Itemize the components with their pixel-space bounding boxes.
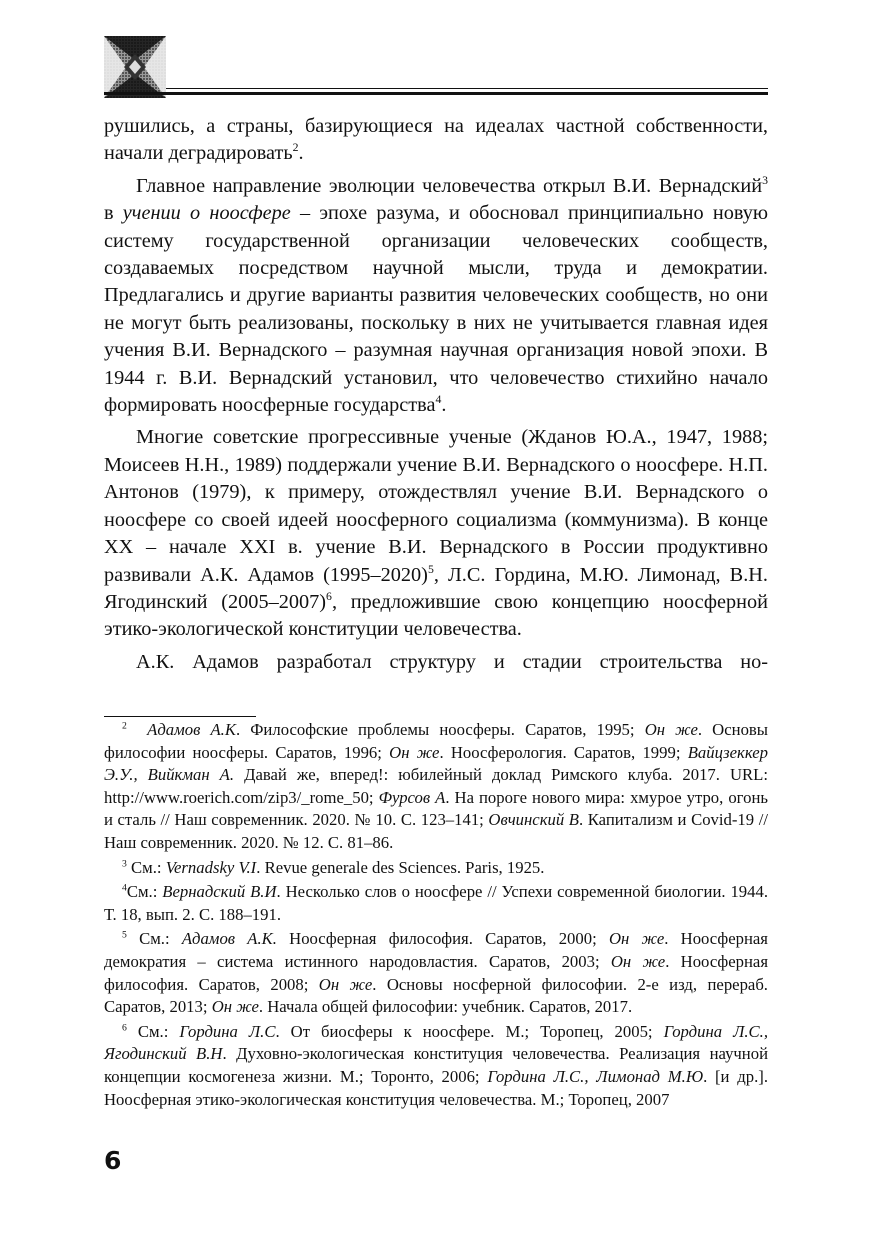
text-run: , Л.С. Гордина, М.Ю. Лимонад, В.Н. Ягодинский (2005–2007) bbox=[104, 563, 768, 613]
footnote-number: 5 bbox=[122, 929, 127, 941]
text-run: Главное направление эволюции человечества открыл В.И. Вернадский bbox=[136, 174, 763, 197]
paragraph-2 bbox=[104, 173, 768, 420]
paragraph-4 bbox=[104, 649, 768, 676]
text-run: См.: bbox=[126, 882, 163, 902]
author: Он же bbox=[389, 742, 440, 762]
text-run: Многие советские прогрессивные ученые (Жданов Ю.А., 1947, 1988; Моисеев Н.Н., 1989) поддержали учение В.И. Вернадского о ноосфере. Н.П. Антонов (1979), к примеру, отождествлял учение В.И. Вернадского о ноосфере со своей идеей ноосферного социализма (коммунизма). В конце XX – начале XXI в. учение В.И. Вернадского в России продуктивно развивали А.К. Адамов (1995–2020) bbox=[104, 426, 768, 586]
author: Адамов А.К bbox=[147, 720, 236, 739]
main-text bbox=[104, 113, 768, 676]
text-run: Ноосферная философия. Саратов, 2000; bbox=[276, 929, 609, 949]
footnote-6 bbox=[104, 1021, 768, 1111]
text-run: . Философские проблемы ноосферы. Саратов, 1995; bbox=[235, 720, 645, 739]
author: Он же bbox=[610, 951, 666, 971]
text-run: рушились, а страны, базирующиеся на идеалах частной собственности, начали деградировать bbox=[104, 115, 768, 165]
text-run: . Ноосферная философия. Саратов, 2008; bbox=[104, 951, 768, 994]
author: Адамов А.К. bbox=[181, 929, 277, 949]
text-run: См.: bbox=[126, 1021, 180, 1041]
footnote-ref-3[interactable]: 3 bbox=[762, 174, 768, 188]
author: Гордина Л.С., Ягодинский В.Н bbox=[104, 1021, 769, 1064]
footnote-2 bbox=[104, 719, 768, 855]
text-run: . Ноосферная демократия – система истинного народовластия. Саратов, 2003; bbox=[104, 929, 768, 971]
author: Гордина Л.С., Лимонад М.Ю bbox=[487, 1066, 704, 1086]
text-run: , предложившие свою концепцию ноосферной этико-экологической конституции человечества. bbox=[104, 590, 768, 641]
text-run: См.: bbox=[126, 857, 166, 877]
text-run: . Revue generale des Sciences. Paris, 1925. bbox=[256, 857, 545, 877]
author: Вайцзеккер Э.У., Вийкман А. bbox=[104, 742, 768, 785]
page-number: 6 bbox=[104, 1146, 122, 1175]
header-ornament-icon bbox=[104, 36, 166, 98]
text-run: в bbox=[104, 202, 123, 225]
footnote-number: 4 bbox=[122, 882, 127, 894]
footnote-3 bbox=[104, 857, 768, 880]
text-run: . Основы философии ноосферы. Саратов, 1996; bbox=[104, 720, 769, 762]
footnote-5 bbox=[104, 928, 768, 1018]
text-run: . На пороге нового мира: хмурое утро, огонь и сталь // Наш современник. 2020. № 10. С. 123–141; bbox=[104, 787, 768, 830]
author: Он же bbox=[608, 929, 665, 949]
text-run: А.К. Адамов разработал структуру и стадии строительства но- bbox=[136, 650, 768, 673]
author: Vernadsky V.I bbox=[165, 857, 257, 877]
text-run: . bbox=[441, 394, 447, 417]
footnote-ref-2[interactable]: 2 bbox=[292, 141, 299, 155]
footnote-separator bbox=[104, 716, 256, 717]
text-run: – эпохе разума, и обосновал принципиально новую систему государственной организации человеческих сообществ, создаваемых посредством научной мысли, труда и демократии. Предлагались и другие варианты развития человеческих сообществ, но они не могут быть реализованы, поскольку в них не учитывается главная идея учения В.И. Вернадского – разумная научная организация новой эпохи. В 1944 г. В.И. Вернадский установил, что человечество стихийно начало формировать ноосферные государства bbox=[104, 202, 769, 417]
text-run: . [и др.]. Ноосферная этико-экологическая конституция человечества. М.; Торопец, 2007 bbox=[104, 1066, 768, 1109]
footnotes bbox=[104, 719, 768, 1111]
footnote-number: 2 bbox=[122, 720, 127, 732]
footnote-ref-5[interactable]: 5 bbox=[427, 562, 434, 576]
author: Он же bbox=[318, 974, 373, 994]
text-run: . bbox=[298, 142, 304, 165]
footnote-number: 3 bbox=[122, 858, 127, 869]
author: Вернадский В.И bbox=[162, 882, 277, 902]
text-run: . Основы носферной философии. 2-е изд, перераб. Саратов, 2013; bbox=[104, 974, 768, 1017]
text-run: . Духовно-экологическая конституция человечества. Реализация научной концепции космогенеза жизни. М.; Торонто, 2006; bbox=[104, 1044, 769, 1086]
footnote-ref-6[interactable]: 6 bbox=[326, 590, 332, 604]
header-rule-thin bbox=[166, 88, 768, 89]
paragraph-1 bbox=[104, 113, 768, 168]
emphasis: учении о ноосфере bbox=[122, 202, 291, 225]
header-rule bbox=[104, 92, 768, 95]
footnote-ref-4[interactable]: 4 bbox=[435, 393, 442, 407]
paragraph-3 bbox=[104, 424, 768, 643]
text-run: . Начала общей философии: учебник. Саратов, 2017. bbox=[258, 997, 633, 1017]
text-run: См.: bbox=[126, 929, 182, 949]
text-run: Давай же, вперед!: юбилейный доклад Римского клуба. 2017. URL: http://www.roerich.com/zip3/_rome_50; bbox=[104, 765, 768, 807]
author: Гордина Л.С bbox=[179, 1021, 276, 1041]
author: Фурсов А bbox=[378, 787, 446, 807]
author: Овчинский В bbox=[488, 810, 579, 830]
text-run: . От биосферы к ноосфере. М.; Торопец, 2005; bbox=[275, 1021, 664, 1041]
footnote-number: 6 bbox=[122, 1022, 127, 1034]
author: Он же bbox=[211, 997, 259, 1017]
text-run: . Несколько слов о ноосфере // Успехи современной биологии. 1944. Т. 18, вып. 2. С. 188–191. bbox=[104, 882, 769, 924]
text-run: . Капитализм и Covid-19 // Наш современник. 2020. № 12. С. 81–86. bbox=[104, 810, 768, 852]
author: Он же bbox=[644, 720, 698, 739]
text-run: . Ноосферология. Саратов, 1999; bbox=[439, 742, 688, 762]
footnote-4 bbox=[104, 881, 768, 926]
